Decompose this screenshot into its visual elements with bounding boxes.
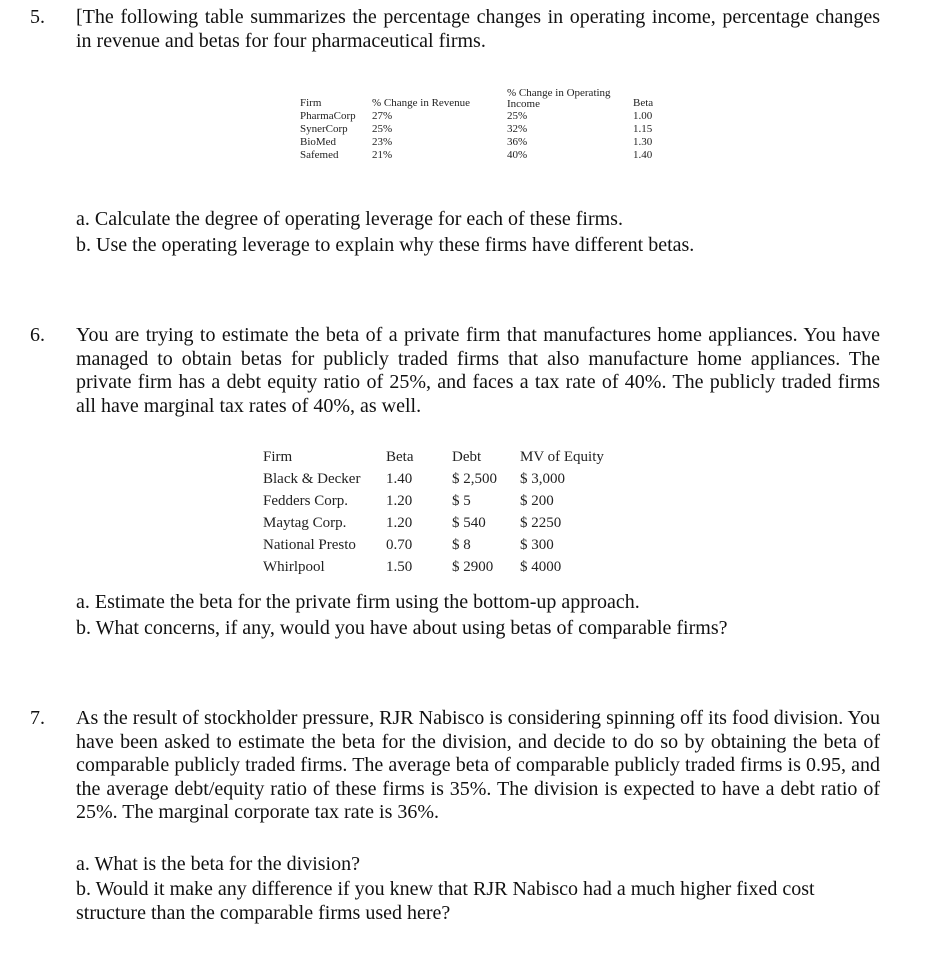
header-revenue: % Change in Revenue: [372, 97, 471, 109]
appliance-table: [263, 446, 630, 578]
question-5: [30, 6, 880, 53]
question-5-parts: [30, 206, 880, 258]
question-7-parts: [30, 851, 880, 925]
question-number: 6.: [30, 324, 45, 346]
part-b: b. Would it make any difference if you knew that RJR Nabisco had a much higher fixed cost structure than the comparable firms used here?: [76, 878, 815, 924]
question-6-parts: [30, 589, 880, 641]
question-text: As the result of stockholder pressure, RJR Nabisco is considering spinning off its food division. You have been asked to estimate the beta for the division, and decide to do so by obtaining the beta of comparable publicly traded firms. The average beta of comparable publicly traded firms is 0.95, and the average debt/equity ratio of these firms is 35%. The division is expected to have a debt ratio of 25%. The marginal corporate tax rate is 36%.: [76, 707, 880, 823]
table-header-row: [263, 446, 630, 468]
header-op-income: % Change in Operating Income: [507, 87, 611, 110]
part-a: a. Estimate the beta for the private firm using the bottom-up approach.: [76, 591, 640, 613]
part-b: b. Use the operating leverage to explain why these firms have different betas.: [76, 234, 695, 256]
question-6: [30, 324, 880, 418]
table-row: BioMed 23% 36% 1.30: [300, 136, 653, 148]
question-number: 5.: [30, 6, 45, 28]
table-header-row: [300, 82, 673, 110]
pharma-table: [300, 82, 673, 162]
table-row: Safemed 21% 40% 1.40: [300, 149, 653, 161]
header-beta: Beta: [633, 97, 654, 109]
table-row: Whirlpool 1.50 $ 2900 $ 4000: [263, 559, 562, 575]
table-row: Black & Decker 1.40 $ 2,500 $ 3,000: [263, 471, 565, 487]
table-row: SynerCorp 25% 32% 1.15: [300, 123, 653, 135]
text-prefix: [: [76, 6, 83, 28]
header-equity: MV of Equity: [520, 449, 604, 465]
header-beta: Beta: [386, 449, 414, 465]
table-row: National Presto 0.70 $ 8 $ 300: [263, 537, 554, 553]
question-body: The following table summarizes the percentage changes in operating income, percentage changes in revenue and betas for four pharmaceutical firms.: [76, 6, 880, 52]
question-number: 7.: [30, 707, 45, 729]
table-row: Fedders Corp. 1.20 $ 5 $ 200: [263, 493, 554, 509]
part-b: b. What concerns, if any, would you have about using betas of comparable firms?: [76, 617, 728, 639]
table-row: PharmaCorp 27% 25% 1.00: [300, 110, 653, 122]
question-7: [30, 707, 880, 825]
question-text: [76, 6, 880, 53]
part-a: a. Calculate the degree of operating leverage for each of these firms.: [76, 208, 623, 230]
header-debt: Debt: [452, 449, 482, 465]
part-a: a. What is the beta for the division?: [76, 853, 360, 875]
header-firm: Firm: [263, 449, 293, 465]
question-text: You are trying to estimate the beta of a private firm that manufactures home appliances. You have managed to obtain betas for publicly traded firms that also manufacture home appliances. The private firm has a debt equity ratio of 25%, and faces a tax rate of 40%. The publicly traded firms all have marginal tax rates of 40%, as well.: [76, 324, 880, 417]
table-row: Maytag Corp. 1.20 $ 540 $ 2250: [263, 515, 562, 531]
header-firm: Firm: [300, 97, 322, 109]
